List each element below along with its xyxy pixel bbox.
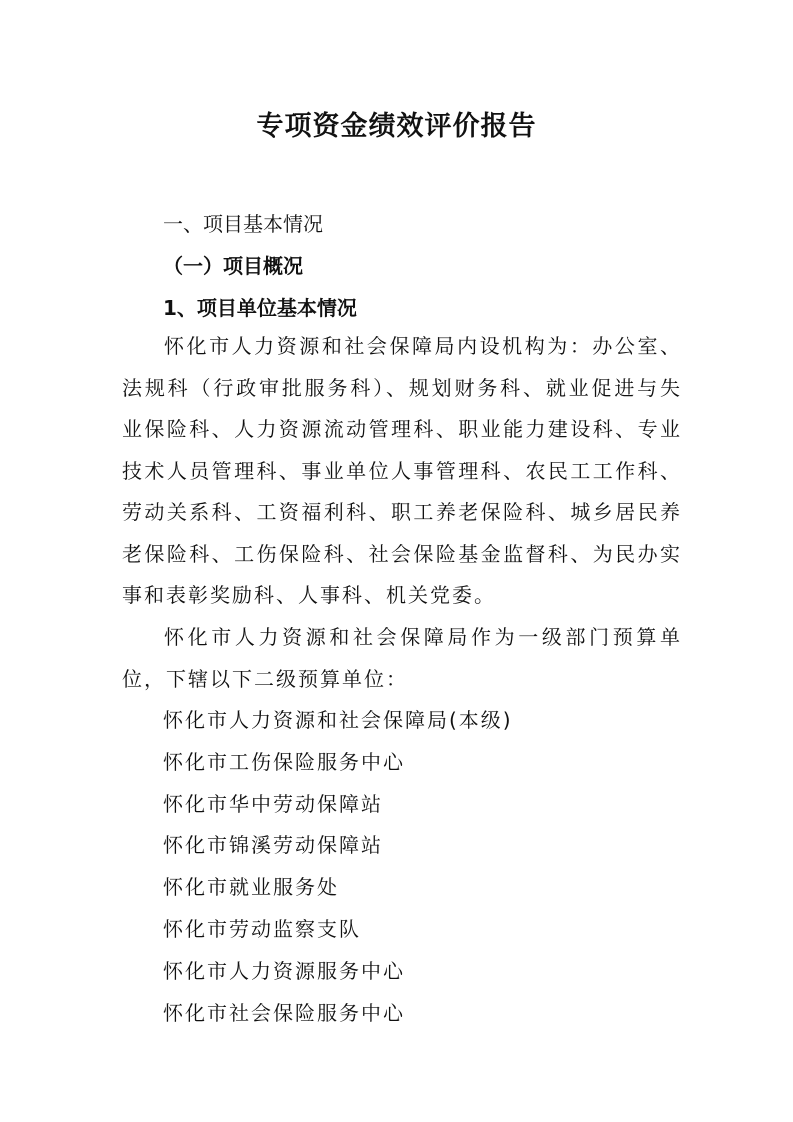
item-heading: 1、项目单位基本情况 (163, 296, 357, 320)
subsection-heading: （一）项目概况 (163, 254, 303, 278)
list-item: 怀化市锦溪劳动保障站 (163, 833, 383, 858)
list-item: 怀化市华中劳动保障站 (163, 791, 383, 816)
list-item: 怀化市人力资源和社会保障局(本级) (163, 708, 513, 732)
page-title: 专项资金绩效评价报告 (256, 111, 537, 142)
list-item: 怀化市劳动监察支队 (163, 916, 361, 941)
unit-list (163, 700, 513, 1034)
list-item: 怀化市人力资源服务中心 (163, 958, 405, 983)
list-item: 怀化市社会保险服务中心 (163, 1000, 405, 1025)
paragraph-budget-units: 怀化市人力资源和社会保障局作为一级部门预算单位，下辖以下二级预算单位： (122, 625, 682, 691)
paragraph-internal-structure: 怀化市人力资源和社会保障局内设机构为：办公室、法规科（行政审批服务科）、规划财务科、就业促进与失业保险科、人力资源流动管理科、职业能力建设科、专业技术人员管理科、事业单位人事管理科、农民工工作科、劳动关系科、工资福利科、职工养老保险科、城乡居民养老保险科、工伤保险科、社会保险基金监督科、为民办实事和表彰奖励科、人事科、机关党委。 (122, 334, 682, 607)
list-item: 怀化市就业服务处 (163, 875, 339, 900)
list-item: 怀化市工伤保险服务中心 (163, 749, 405, 774)
section-heading: 一、项目基本情况 (163, 212, 323, 236)
